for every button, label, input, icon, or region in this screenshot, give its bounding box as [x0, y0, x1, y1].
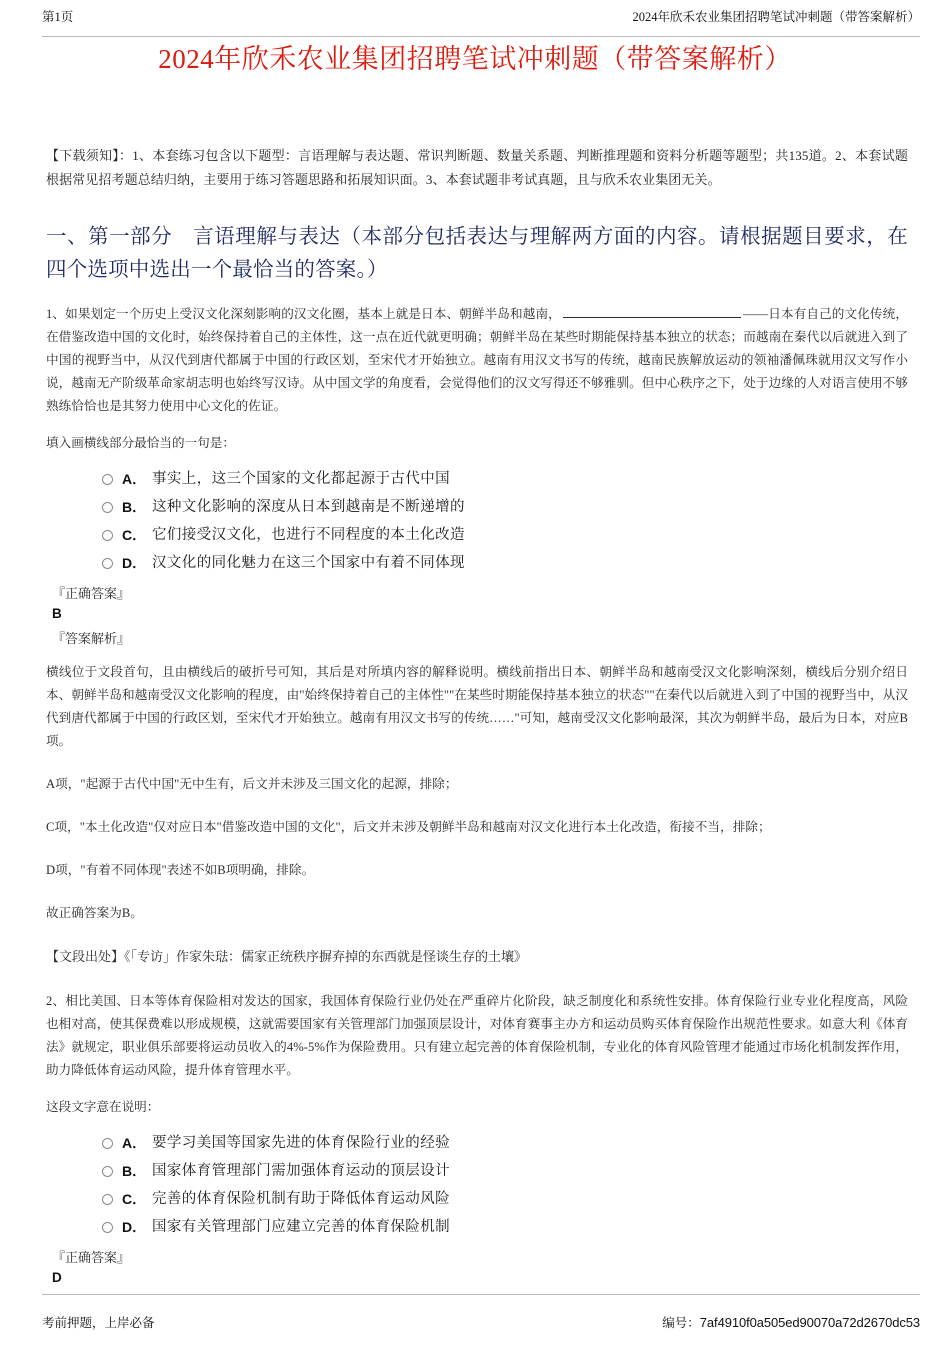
question-1-analysis-paragraph: C项，"本土化改造"仅对应日本"借鉴改造中国的文化"，后文并未涉及朝鲜半岛和越南对汉文化进行本土化改造，衔接不当，排除；	[46, 820, 771, 834]
option-row[interactable]	[46, 1185, 908, 1213]
page-header	[42, 10, 920, 37]
option-row[interactable]	[46, 1129, 908, 1157]
radio-button-icon[interactable]	[102, 502, 113, 513]
question-1-stem-part2: ——日本有自己的文化传统，在借鉴改造中国的文化时，始终保持着自己的主体性，这一点在近代就更明确；朝鲜半岛在某些时期能保持基本独立的状态；而越南在秦代以后就进入到了中国的视野当中，从汉代到唐代都属于中国的行政区划，至宋代才开始独立。越南有用汉文书写的传统，越南民族解放运动的领袖潘佩珠就用汉文写作小说，越南无产阶级革命家胡志明也始终写汉诗。从中国文学的角度看，会觉得他们的汉文写得还不够雅驯。但中心秩序之下，处于边缘的人对语言使用不够熟练恰恰也是其努力使用中心文化的佐证。	[46, 307, 908, 413]
download-notice: 【下载须知】：1、本套练习包含以下题型：言语理解与表达题、常识判断题、数量关系题、判断推理题和资料分析题等题型；共135道。2、本套试题根据常见招考题总结归纳，主要用于练习答题思路和拓展知识面。3、本套试题非考试真题，且与欣禾农业集团无关。	[46, 148, 908, 187]
question-1-prompt: 填入画横线部分最恰当的一句是：	[46, 436, 235, 450]
question-2-answer-value: D	[52, 1270, 62, 1285]
option-row[interactable]	[46, 521, 908, 549]
option-row[interactable]	[46, 465, 908, 493]
footer-document-code	[662, 1315, 920, 1331]
radio-button-icon[interactable]	[102, 474, 113, 485]
question-1-analysis-paragraph: A项，"起源于古代中国"无中生有，后文并未涉及三国文化的起源，排除；	[46, 777, 458, 791]
option-letter: C．	[122, 527, 147, 543]
radio-button-icon[interactable]	[102, 530, 113, 541]
option-row[interactable]	[46, 493, 908, 521]
option-row[interactable]	[46, 549, 908, 577]
option-row[interactable]	[46, 1213, 908, 1241]
option-text: 事实上，这三个国家的文化都起源于古代中国	[152, 471, 450, 487]
question-1-options	[46, 465, 908, 577]
footer-slogan: 考前押题，上岸必备	[42, 1316, 155, 1330]
question-1-analysis-paragraph: 横线位于文段首句，且由横线后的破折号可知，其后是对所填内容的解释说明。横线前指出日本、朝鲜半岛和越南受汉文化影响深刻，横线后分别介绍日本、朝鲜半岛和越南受汉文化影响的程度，由"始终保持着自己的主体性""在某些时期能保持基本独立的状态""在秦代以后就进入到了中国的视野当中，从汉代到唐代都属于中国的行政区划，至宋代才开始独立。越南有用汉文书写的传统……"可知，越南受汉文化影响最深，其次为朝鲜半岛，最后为日本，对应B项。	[46, 665, 908, 748]
question-1-analysis-label: 『答案解析』	[52, 631, 131, 646]
document-title: 2024年欣禾农业集团招聘笔试冲刺题（带答案解析）	[158, 44, 792, 74]
option-letter: C．	[122, 1191, 147, 1207]
radio-button-icon[interactable]	[102, 1222, 113, 1233]
option-text: 国家体育管理部门需加强体育运动的顶层设计	[152, 1163, 450, 1179]
question-1-answer-label: 『正确答案』	[52, 586, 131, 601]
option-text: 汉文化的同化魅力在这三个国家中有着不同体现	[152, 555, 465, 571]
radio-button-icon[interactable]	[102, 1166, 113, 1177]
footer-code-value: 7af4910f0a505ed90070a72d2670dc53	[699, 1315, 920, 1330]
question-2-answer-label: 『正确答案』	[52, 1250, 131, 1265]
option-row[interactable]	[46, 1157, 908, 1185]
option-text: 这种文化影响的深度从日本到越南是不断递增的	[152, 499, 465, 515]
question-1-analysis-paragraph: 故正确答案为B。	[46, 906, 143, 920]
fill-in-blank-line	[563, 306, 741, 318]
option-text: 它们接受汉文化，也进行不同程度的本土化改造	[152, 527, 465, 543]
page-footer	[42, 1294, 920, 1331]
question-2-options	[46, 1129, 908, 1241]
question-1-source: 【文段出处】《「专访」作家朱琺：儒家正统秩序摒弃掉的东西就是怪谈生存的土壤》	[46, 949, 528, 964]
document-body	[46, 144, 908, 1290]
radio-button-icon[interactable]	[102, 1194, 113, 1205]
header-running-title: 2024年欣禾农业集团招聘笔试冲刺题（带答案解析）	[632, 10, 920, 24]
page-number-label: 第1页	[42, 10, 74, 24]
option-letter: A．	[122, 1135, 147, 1151]
option-letter: D．	[122, 555, 147, 571]
radio-button-icon[interactable]	[102, 558, 113, 569]
question-2-stem: 2、相比美国、日本等体育保险相对发达的国家，我国体育保险行业仍处在严重碎片化阶段，缺乏制度化和系统性安排。体育保险行业专业化程度高，风险也相对高，使其保费难以形成规模，这就需要国家有关管理部门加强顶层设计，对体育赛事主办方和运动员购买体育保险作出规范性要求。如意大利《体育法》就规定，职业俱乐部要将运动员收入的4%-5%作为保险费用。只有建立起完善的体育保险机制，专业化的体育风险管理才能通过市场化机制发挥作用，助力降低体育运动风险，提升体育管理水平。	[46, 994, 908, 1077]
option-letter: D．	[122, 1219, 147, 1235]
radio-button-icon[interactable]	[102, 1138, 113, 1149]
footer-code-label: 编号：	[662, 1316, 700, 1330]
option-text: 完善的体育保险机制有助于降低体育运动风险	[152, 1191, 450, 1207]
option-letter: B．	[122, 1163, 147, 1179]
question-1-analysis-paragraph: D项，"有着不同体现"表述不如B项明确，排除。	[46, 863, 315, 877]
option-text: 国家有关管理部门应建立完善的体育保险机制	[152, 1219, 450, 1235]
question-1-answer-value: B	[52, 606, 62, 621]
option-text: 要学习美国等国家先进的体育保险行业的经验	[152, 1135, 450, 1151]
question-2-prompt: 这段文字意在说明：	[46, 1100, 160, 1114]
question-1-stem-part1: 1、如果划定一个历史上受汉文化深刻影响的汉文化圈，基本上就是日本、朝鲜半岛和越南，	[46, 307, 561, 321]
section-heading: 一、第一部分 言语理解与表达（本部分包括表达与理解两方面的内容。请根据题目要求，在四个选项中选出一个最恰当的答案。）	[46, 226, 908, 281]
question-1-stem	[46, 303, 908, 418]
option-letter: A．	[122, 471, 147, 487]
option-letter: B．	[122, 499, 147, 515]
